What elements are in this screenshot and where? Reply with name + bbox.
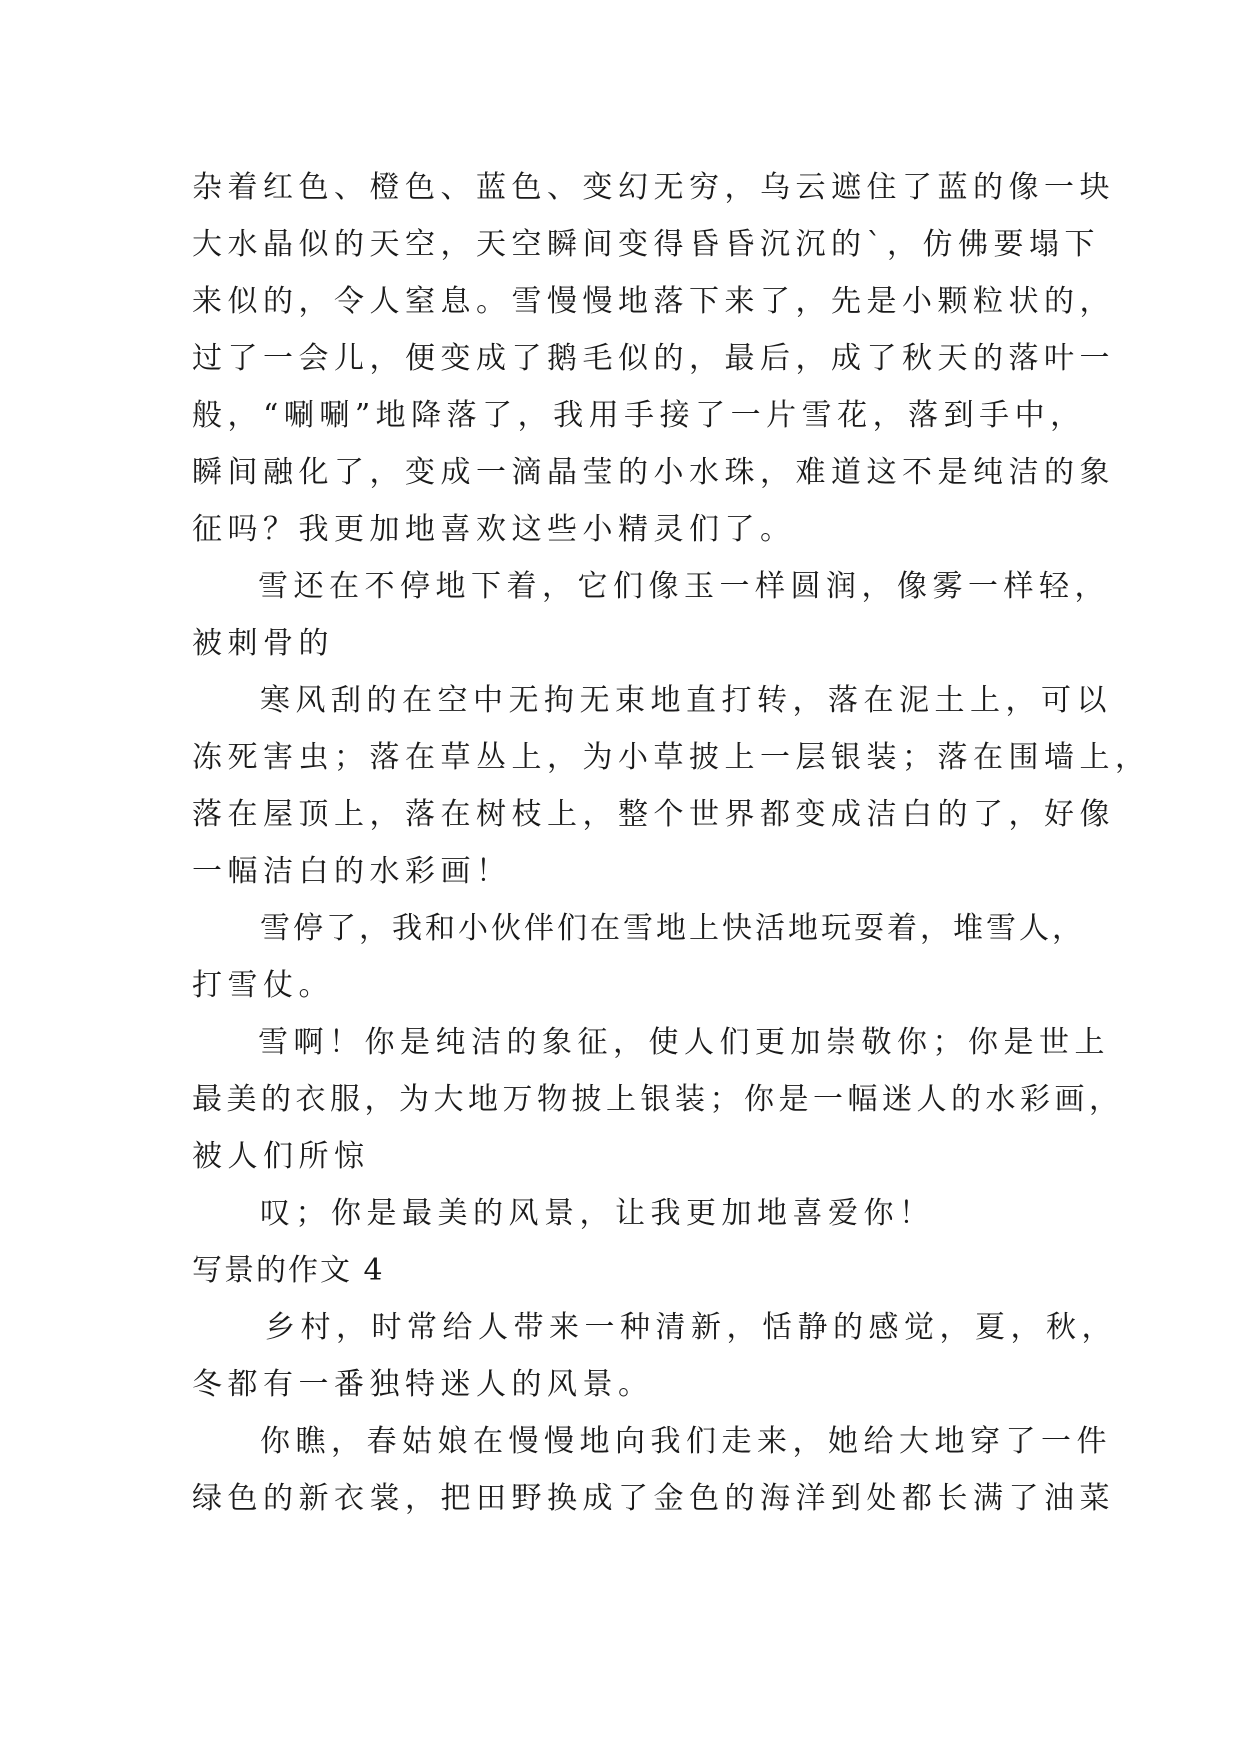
text-line: 过了一会儿，便变成了鹅毛似的，最后，成了秋天的落叶一 (192, 341, 1115, 376)
text-line: 般，“唰唰”地降落了，我用手接了一片雪花，落到手中， (192, 398, 1086, 433)
paragraph-start-line: 雪还在不停地下着，它们像玉一样圆润，像雾一样轻， (258, 569, 1110, 604)
text-line: 最美的衣服，为大地万物披上银装；你是一幅迷人的水彩画， (192, 1082, 1124, 1117)
text-line: 打雪仗。 (192, 968, 334, 1003)
text-line: 落在屋顶上，落在树枝上，整个世界都变成洁白的了，好像 (192, 797, 1115, 832)
paragraph-start-line: 乡村，时常给人带来一种清新，恬静的感觉，夏，秋， (265, 1310, 1117, 1345)
text-line: 大水晶似的天空，天空瞬间变得昏昏沉沉的`，仿佛要塌下 (192, 227, 1100, 262)
paragraph-start-line: 你瞧，春姑娘在慢慢地向我们走来，她给大地穿了一件 (260, 1424, 1112, 1459)
text-line: 冬都有一番独特迷人的风景。 (192, 1367, 654, 1402)
text-line: 冻死害虫；落在草丛上，为小草披上一层银装；落在围墙上， (192, 740, 1151, 775)
paragraph-start-line: 寒风刮的在空中无拘无束地直打转，落在泥土上，可以 (260, 683, 1112, 718)
paragraph-start-line: 雪啊！你是纯洁的象征，使人们更加崇敬你；你是世上 (258, 1025, 1110, 1060)
text-line: 杂着红色、橙色、蓝色、变幻无穷，乌云遮住了蓝的像一块 (192, 170, 1115, 205)
text-line: 征吗？我更加地喜欢这些小精灵们了。 (192, 512, 796, 547)
text-line: 一幅洁白的水彩画！ (192, 854, 512, 889)
paragraph-start-line: 雪停了，我和小伙伴们在雪地上快活地玩耍着，堆雪人， (260, 911, 1085, 946)
text-line: 被刺骨的 (192, 626, 334, 661)
text-line: 来似的，令人窒息。雪慢慢地落下来了，先是小颗粒状的， (192, 284, 1115, 319)
section-heading: 写景的作文 4 (192, 1253, 385, 1288)
text-line: 被人们所惊 (192, 1139, 370, 1174)
text-line: 绿色的新衣裳，把田野换成了金色的海洋到处都长满了油菜 (192, 1481, 1115, 1516)
paragraph-start-line: 叹；你是最美的风景，让我更加地喜爱你！ (260, 1196, 935, 1231)
text-line: 瞬间融化了，变成一滴晶莹的小水珠，难道这不是纯洁的象 (192, 455, 1115, 490)
